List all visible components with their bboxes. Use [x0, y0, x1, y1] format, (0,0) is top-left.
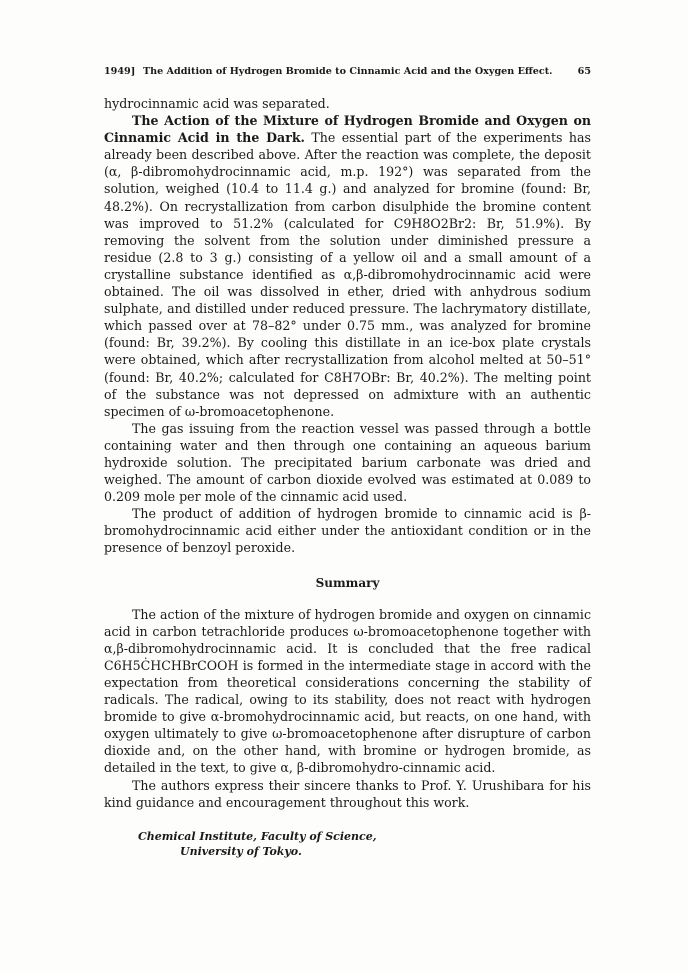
paragraph-2: The gas issuing from the reaction vessel was passed through a bottle containing water and then through one containing an aqueous barium hydroxide solution. The precipitated barium carbonate was dried and weighed. The amount of carbon dioxide evolved was estimated at 0.089 to 0.209 mole per mole of the cinnamic acid used. [104, 420, 591, 505]
header-title: The Addition of Hydrogen Bromide to Cinnamic Acid and the Oxygen Effect. [143, 66, 553, 77]
paragraph-0: hydrocinnamic acid was separated. [104, 96, 330, 111]
paragraph-3: The product of addition of hydrogen bromide to cinnamic acid is β-bromohydrocinnamic acid either under the antioxidant condition or in the presence of benzoyl peroxide. [104, 506, 591, 556]
header-year: 1949] [104, 66, 136, 77]
article-body [104, 95, 591, 811]
paragraph-1-text: The essential part of the experiments has already been described above. After the reaction was complete, the deposit (α, β-dibromohydrocinnamic acid, m.p. 192°) was separated from the solution, weighed (10.4 to 11.4 g.) and analyzed for bromine (found: Br, 48.2%). On recrystallization from carbon disulphide the bromine content was improved to 51.2% (calculated for C9H8O2Br2: Br, 51.9%). By removing the solvent from the solution under diminished pressure a residue (2.8 to 3 g.) consisting of a yellow oil and a small amount of a crystalline substance identified as α,β-dibromohydrocinnamic acid were obtained. The oil was dissolved in ether, dried with anhydrous sodium sulphate, and distilled under reduced pressure. The lachrymatory distillate, which passed over at 78–82° under 0.75 mm., was analyzed for bromine (found: Br, 39.2%). By cooling this distillate in an ice-box plate crystals were obtained, which after recrystallization from alcohol melted at 50–51° (found: Br, 40.2%; calculated for C8H7OBr: Br, 40.2%). The melting point of the substance was not depressed on admixture with an authentic specimen of ω-bromoacetophenone. [104, 130, 591, 419]
affiliation [138, 829, 377, 859]
paragraph-1 [104, 112, 591, 420]
summary-paragraph: The action of the mixture of hydrogen bromide and oxygen on cinnamic acid in carbon tetrachloride produces ω-bromoacetophenone together with α,β-dibromohydrocinnamic acid. It is concluded that the free radical C6H5ĊHCHBrCOOH is formed in the intermediate stage in accord with the expectation from theoretical considerations concerning the stability of radicals. The radical, owing to its stability, does not react with hydrogen bromide to give α-bromohydrocinnamic acid, but reacts, on one hand, with oxygen ultimately to give ω-bromoacetophenone after disrupture of carbon dioxide and, on the other hand, with bromine or hydrogen bromide, as detailed in the text, to give α, β-dibromohydro-cinnamic acid. [104, 606, 591, 776]
section-heading-inline: The Action of the Mixture of Hydrogen Bromide and Oxygen on Cinnamic Acid in the Dark. [104, 113, 591, 146]
page-number: 65 [577, 66, 591, 77]
summary-heading: Summary [315, 575, 380, 590]
affiliation-line-2: University of Tokyo. [180, 845, 302, 858]
acknowledgement: The authors express their sincere thanks to Prof. Y. Urushibara for his kind guidance and encouragement throughout this work. [104, 777, 591, 810]
affiliation-line-1: Chemical Institute, Faculty of Science, [138, 830, 377, 843]
